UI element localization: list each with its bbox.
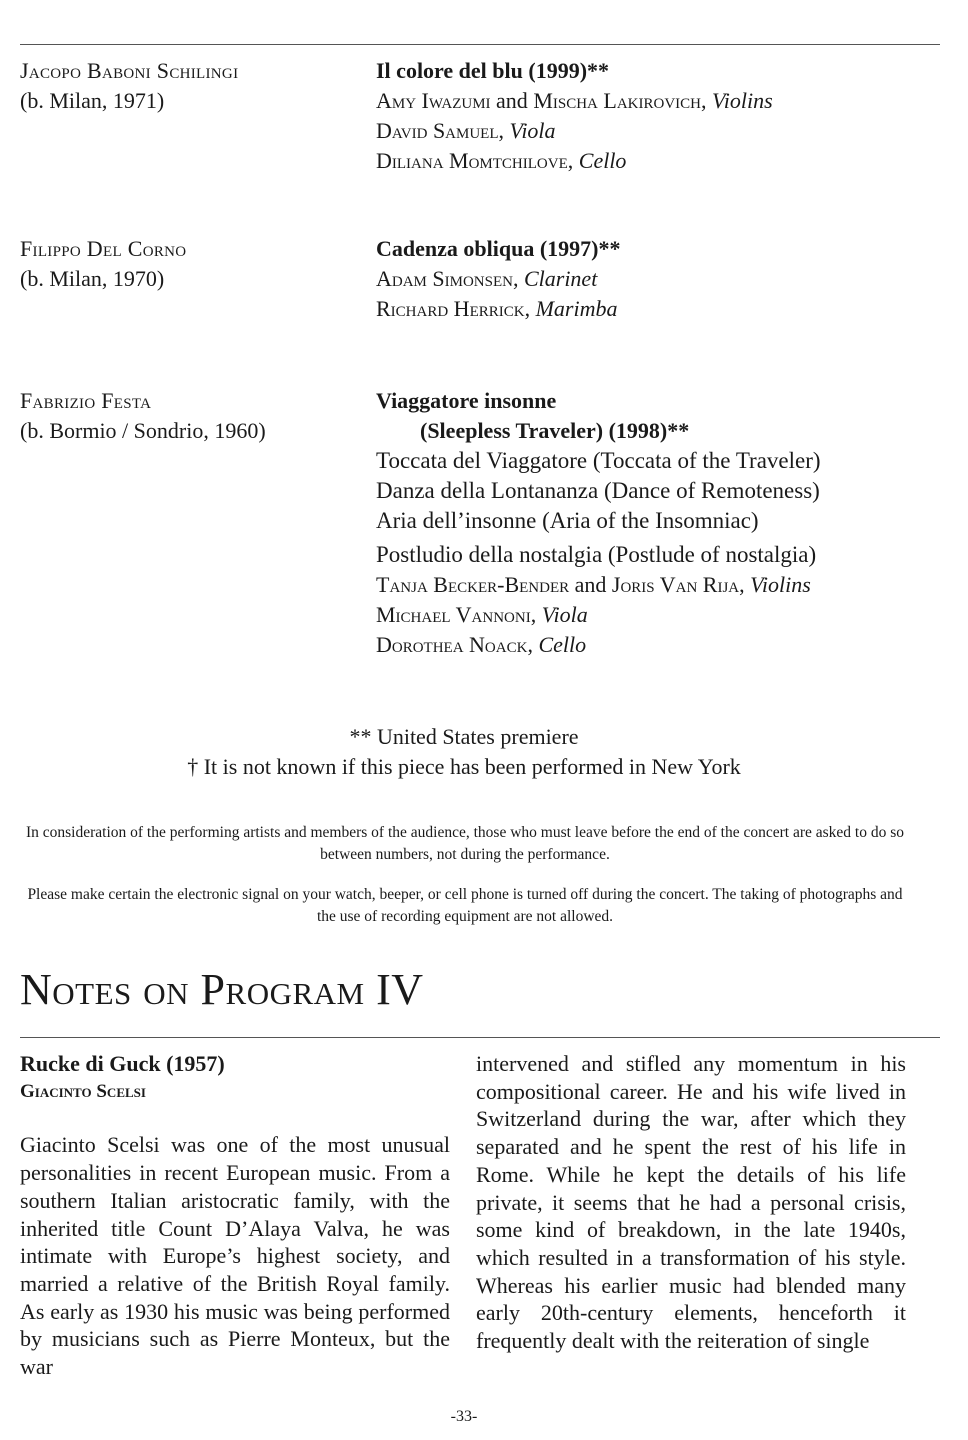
top-rule xyxy=(20,44,940,45)
performer-line: Michael Vannoni, Viola xyxy=(376,602,588,627)
composer-block xyxy=(20,234,360,294)
movement: Toccata del Viaggatore (Toccata of the Traveler) xyxy=(376,448,821,473)
notes-left-column xyxy=(20,1050,450,1381)
composer-name: Filippo Del Corno xyxy=(20,236,187,261)
notes-rule xyxy=(20,1037,940,1038)
work-title: Il colore del blu (1999)** xyxy=(376,58,610,83)
notes-paragraph: Giacinto Scelsi was one of the most unusual personalities in recent European music. From a southern Italian aristocratic family, with the inherited title Count D’Alaya Valva, he was intimate with Europe’s highest society, and married a relative of the British Royal family. As early as 1930 his music was being performed by musicians such as Pierre Monteux, but the war xyxy=(20,1132,450,1380)
work-title: Viaggatore insonne xyxy=(376,388,557,413)
composer-block xyxy=(20,386,360,446)
composer-birth: (b. Bormio / Sondrio, 1960) xyxy=(20,418,266,443)
courtesy-notice-devices: Please make certain the electronic signal on your watch, beeper, or cell phone is turned off during the concert. The taking of photographs and the use of recording equipment are not allowed. xyxy=(27,886,903,925)
work-block xyxy=(376,234,946,324)
movement: Aria dell’insonne (Aria of the Insomniac) xyxy=(376,508,759,533)
work-block xyxy=(376,56,946,176)
composer-birth: (b. Milan, 1971) xyxy=(20,88,165,113)
movement: Postludio della nostalgia (Postlude of nostalgia) xyxy=(376,542,817,567)
work-title-continued: (Sleepless Traveler) (1998)** xyxy=(420,418,690,443)
performer-line: Amy Iwazumi and Mischa Lakirovich, Violins xyxy=(376,88,773,113)
courtesy-notice-leaving: In consideration of the performing artists and members of the audience, those who must leave before the end of the concert are asked to do so between numbers, not during the performance. xyxy=(25,824,905,863)
notes-right-column xyxy=(476,1050,906,1355)
composer-block xyxy=(20,56,360,116)
piece-title: Rucke di Guck (1957) xyxy=(20,1051,225,1076)
composer-name: Fabrizio Festa xyxy=(20,388,152,413)
piece-composer: Giacinto Scelsi xyxy=(20,1080,146,1102)
performer-line: Tanja Becker-Bender and Joris Van Rija, Violins xyxy=(376,572,811,597)
premiere-footnote: ** United States premiere xyxy=(349,724,579,749)
work-title: Cadenza obliqua (1997)** xyxy=(376,236,621,261)
movement: Danza della Lontananza (Dance of Remoteness) xyxy=(376,478,820,503)
performer-line: Dorothea Noack, Cello xyxy=(376,632,587,657)
section-heading: Notes on Program IV xyxy=(20,965,424,1014)
performer-line: Adam Simonsen, Clarinet xyxy=(376,266,598,291)
composer-birth: (b. Milan, 1970) xyxy=(20,266,165,291)
work-block xyxy=(376,386,946,660)
unknown-footnote: † It is not known if this piece has been performed in New York xyxy=(187,754,741,779)
performer-line: Diliana Momtchilove, Cello xyxy=(376,148,627,173)
composer-name: Jacopo Baboni Schilingi xyxy=(20,58,239,83)
notes-paragraph-continued: intervened and stifled any momentum in his compositional career. He and his wife lived in Switzerland during the war, after which they separated and he spent the rest of his life in Rome. While he kept the details of his life private, it seems that he had a personal crisis, some kind of breakdown, in the late 1940s, which resulted in a transformation of his style. Whereas his earlier music had blended many early 20th-century elements, henceforth it frequently dealt with the reiteration of single xyxy=(476,1051,906,1354)
page-number: -33- xyxy=(450,1408,478,1425)
performer-line: Richard Herrick, Marimba xyxy=(376,296,618,321)
performer-line: David Samuel, Viola xyxy=(376,118,556,143)
footnotes xyxy=(0,722,928,782)
